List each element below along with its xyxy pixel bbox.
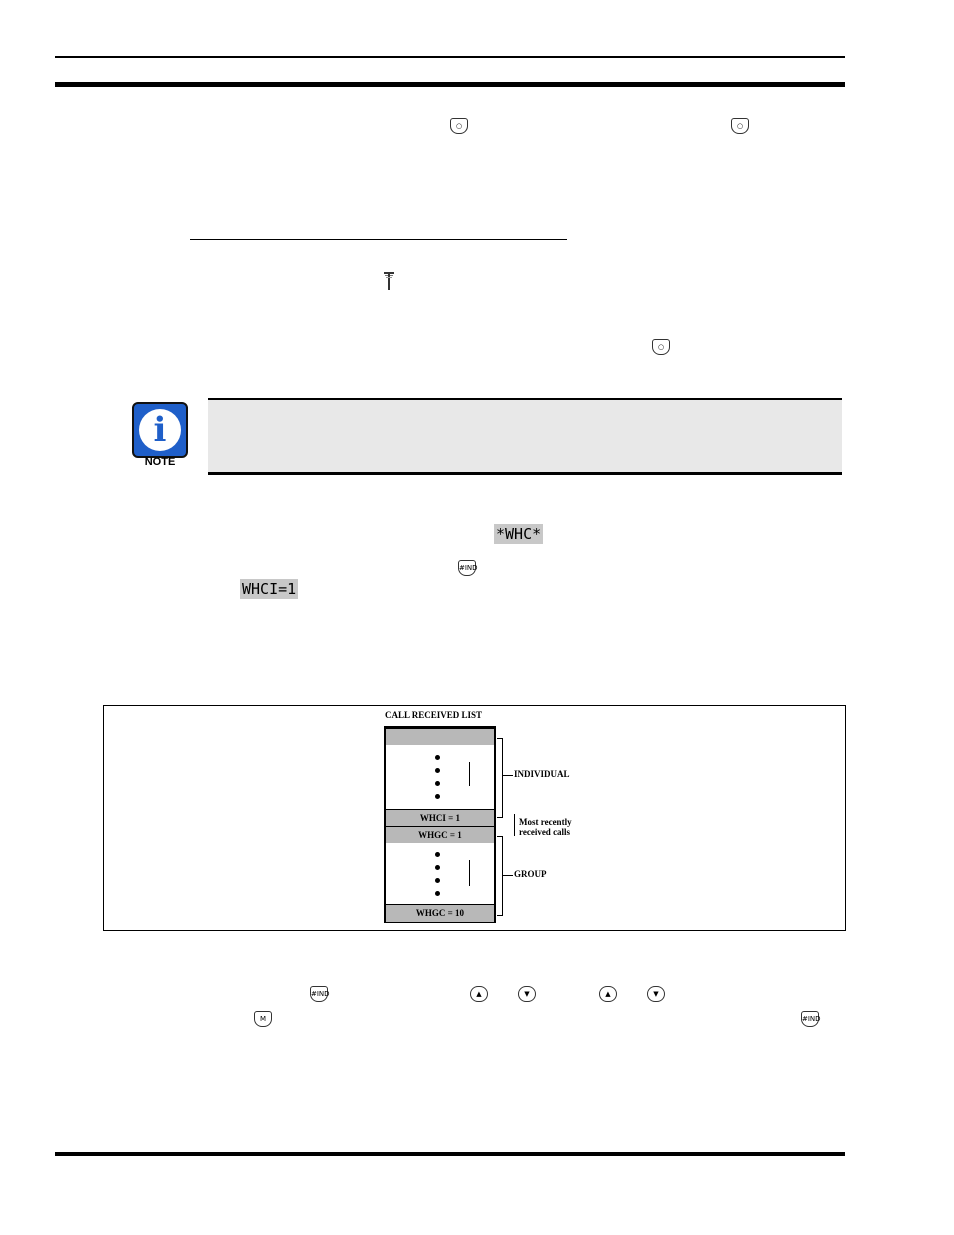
header-rule-thick xyxy=(55,82,845,87)
list-dot xyxy=(435,878,440,883)
list-dot xyxy=(435,852,440,857)
call-received-list xyxy=(384,726,496,923)
recent-label-1: Most recently xyxy=(519,817,572,827)
select-key-icon: ○ xyxy=(652,339,670,355)
footer-rule xyxy=(55,1152,845,1156)
individual-bracket xyxy=(497,738,503,818)
menu-key-icon: M xyxy=(254,1011,272,1027)
individual-tick xyxy=(503,775,513,776)
note-label: NOTE xyxy=(144,456,176,468)
display-whc: *WHC* xyxy=(496,525,542,543)
list-dot xyxy=(435,768,440,773)
list-dot xyxy=(435,865,440,870)
list-dot xyxy=(435,891,440,896)
recent-label-2: received calls xyxy=(519,827,571,837)
section-heading-underline xyxy=(190,239,567,240)
cell-whci-top-border xyxy=(386,728,494,745)
ind-key-icon: #IND xyxy=(458,560,476,576)
display-whci: WHCI=1 xyxy=(242,580,297,598)
up-key-icon: ▲ xyxy=(599,986,617,1002)
select-key-icon: ○ xyxy=(731,118,749,134)
list-dot xyxy=(435,794,440,799)
antenna-icon xyxy=(384,272,394,290)
group-tick xyxy=(503,875,513,876)
note-box xyxy=(208,398,842,475)
cell-whgc-10: WHGC = 10 xyxy=(386,904,494,922)
figure-title: CALL RECEIVED LIST xyxy=(385,710,483,720)
cell-whgc-1: WHGC = 1 xyxy=(386,826,494,843)
down-key-icon: ▼ xyxy=(518,986,536,1002)
ind-key-icon: #IND xyxy=(310,986,328,1002)
select-key-icon: ○ xyxy=(450,118,468,134)
list-dot xyxy=(435,755,440,760)
list-dot xyxy=(435,781,440,786)
group-label: GROUP xyxy=(514,869,547,879)
header-rule-thin xyxy=(55,56,845,58)
up-arrow xyxy=(469,762,470,786)
group-bracket xyxy=(497,836,503,916)
ind-key-icon: #IND xyxy=(801,1011,819,1027)
info-icon: i xyxy=(132,402,188,458)
recent-divider xyxy=(514,814,515,836)
down-arrow xyxy=(469,860,470,886)
down-key-icon: ▼ xyxy=(647,986,665,1002)
individual-label: INDIVIDUAL xyxy=(514,769,570,779)
up-key-icon: ▲ xyxy=(470,986,488,1002)
cell-whci-1: WHCI = 1 xyxy=(386,809,494,826)
